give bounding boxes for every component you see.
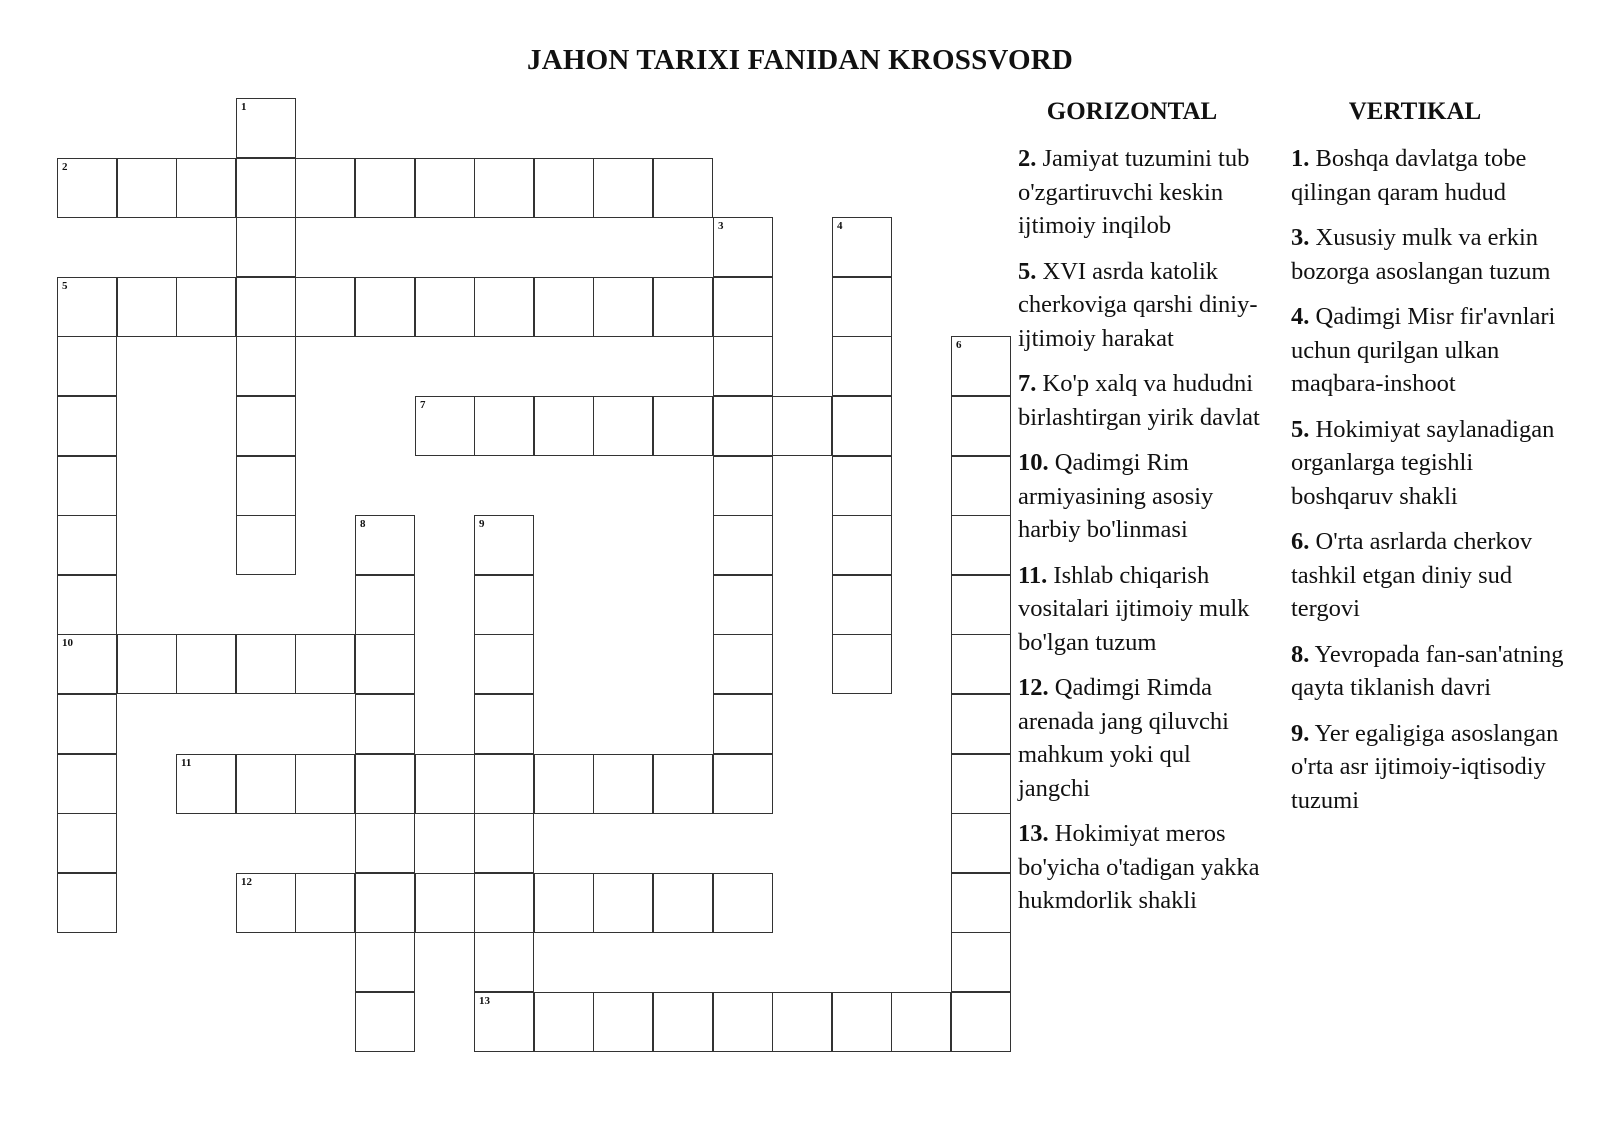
grid-cell[interactable] <box>295 158 355 218</box>
grid-cell[interactable] <box>713 515 773 575</box>
grid-cell[interactable] <box>355 754 415 814</box>
down-clue <box>1291 221 1569 288</box>
grid-cell[interactable] <box>415 396 475 456</box>
grid-cell[interactable] <box>57 873 117 933</box>
clue-number: 4 <box>837 220 843 232</box>
clue-num: 10. <box>1018 449 1049 476</box>
down-clue <box>1291 300 1569 401</box>
grid-cell[interactable] <box>295 754 355 814</box>
grid-cell[interactable] <box>236 634 296 694</box>
grid-cell[interactable] <box>653 158 713 218</box>
grid-cell[interactable] <box>832 277 892 337</box>
grid-cell[interactable] <box>593 992 653 1052</box>
grid-cell[interactable] <box>653 754 713 814</box>
grid-cell[interactable] <box>236 336 296 396</box>
grid-cell[interactable] <box>951 575 1011 635</box>
grid-cell[interactable] <box>653 873 713 933</box>
grid-cell[interactable] <box>713 456 773 516</box>
grid-cell[interactable] <box>713 217 773 277</box>
grid-cell[interactable] <box>355 634 415 694</box>
grid-cell[interactable] <box>236 515 296 575</box>
clue-text: Yevropada fan-san'atning qayta tiklanish davri <box>1291 640 1564 701</box>
grid-cell[interactable] <box>593 277 653 337</box>
grid-cell[interactable] <box>713 575 773 635</box>
grid-cell[interactable] <box>117 277 177 337</box>
grid-cell[interactable] <box>176 634 236 694</box>
grid-cell[interactable] <box>474 873 534 933</box>
grid-cell[interactable] <box>593 754 653 814</box>
clue-number: 13 <box>479 995 490 1007</box>
grid-cell[interactable] <box>236 98 296 158</box>
clue-number: 7 <box>420 399 426 411</box>
grid-cell[interactable] <box>713 396 773 456</box>
grid-cell[interactable] <box>713 992 773 1052</box>
across-clue <box>1018 367 1266 434</box>
grid-cell[interactable] <box>57 694 117 754</box>
grid-cell[interactable] <box>295 873 355 933</box>
grid-cell[interactable] <box>474 694 534 754</box>
clue-text: Qadimgi Rimda arenada jang qiluvchi mahkum yoki qul jangchi <box>1018 674 1229 802</box>
clue-number: 5 <box>62 280 68 292</box>
clue-number: 11 <box>181 757 192 769</box>
grid-cell[interactable] <box>951 634 1011 694</box>
grid-cell[interactable] <box>772 992 832 1052</box>
across-heading: GORIZONTAL <box>1046 98 1218 125</box>
grid-cell[interactable] <box>832 217 892 277</box>
grid-cell[interactable] <box>653 277 713 337</box>
grid-cell[interactable] <box>474 754 534 814</box>
grid-cell[interactable] <box>57 575 117 635</box>
clue-num: 8. <box>1291 640 1310 668</box>
grid-cell[interactable] <box>236 456 296 516</box>
grid-cell[interactable] <box>474 813 534 873</box>
clue-number: 6 <box>956 339 962 351</box>
grid-cell[interactable] <box>713 277 773 337</box>
grid-cell[interactable] <box>355 277 415 337</box>
grid-cell[interactable] <box>474 158 534 218</box>
grid-cell[interactable] <box>57 634 117 694</box>
grid-cell[interactable] <box>236 396 296 456</box>
grid-cell[interactable] <box>593 396 653 456</box>
grid-cell[interactable] <box>653 992 713 1052</box>
grid-cell[interactable] <box>176 158 236 218</box>
clue-num: 9. <box>1291 719 1310 747</box>
clue-number: 9 <box>479 518 485 530</box>
down-clue <box>1291 717 1569 818</box>
grid-cell[interactable] <box>534 992 594 1052</box>
grid-cell[interactable] <box>951 515 1011 575</box>
clue-number: 3 <box>718 220 724 232</box>
grid-cell[interactable] <box>236 873 296 933</box>
grid-cell[interactable] <box>772 396 832 456</box>
grid-cell[interactable] <box>176 754 236 814</box>
grid-cell[interactable] <box>474 634 534 694</box>
grid-cell[interactable] <box>57 456 117 516</box>
grid-cell[interactable] <box>474 515 534 575</box>
clue-text: Yer egaligiga asoslangan o'rta asr ijtimoiy-iqtisodiy tuzumi <box>1291 719 1559 814</box>
clue-text: Hokimiyat meros bo'yicha o'tadigan yakka hukmdorlik shakli <box>1018 820 1260 914</box>
grid-cell[interactable] <box>713 694 773 754</box>
grid-cell[interactable] <box>951 754 1011 814</box>
clue-number: 10 <box>62 637 73 649</box>
clue-num: 7. <box>1018 370 1037 397</box>
grid-cell[interactable] <box>474 575 534 635</box>
grid-cell[interactable] <box>951 813 1011 873</box>
grid-cell[interactable] <box>593 873 653 933</box>
clue-text: Jamiyat tuzumini tub o'zgartiruvchi keskin ijtimoiy inqilob <box>1018 145 1250 239</box>
grid-cell[interactable] <box>176 277 236 337</box>
clue-text: Boshqa davlatga tobe qilingan qaram hudud <box>1291 145 1527 206</box>
clue-text: Ishlab chiqarish vositalari ijtimoiy mulk bo'lgan tuzum <box>1018 561 1250 656</box>
grid-cell[interactable] <box>355 515 415 575</box>
grid-cell[interactable] <box>534 158 594 218</box>
grid-cell[interactable] <box>236 158 296 218</box>
grid-cell[interactable] <box>951 694 1011 754</box>
clue-text: O'rta asrlarda cherkov tashkil etgan diniy sud tergovi <box>1291 528 1533 622</box>
grid-cell[interactable] <box>474 932 534 992</box>
down-clue <box>1291 142 1569 209</box>
clue-text: Ko'p xalq va hududni birlashtirgan yirik davlat <box>1018 370 1260 431</box>
grid-cell[interactable] <box>415 277 475 337</box>
grid-cell[interactable] <box>355 158 415 218</box>
clue-number: 2 <box>62 161 68 173</box>
grid-cell[interactable] <box>832 336 892 396</box>
clue-num: 2. <box>1018 145 1037 172</box>
clue-text: Qadimgi Rim armiyasining asosiy harbiy bo'linmasi <box>1018 449 1214 543</box>
grid-cell[interactable] <box>474 992 534 1052</box>
grid-cell[interactable] <box>295 277 355 337</box>
across-clue <box>1018 817 1266 918</box>
clue-number: 1 <box>241 101 247 113</box>
grid-cell[interactable] <box>415 754 475 814</box>
grid-cell[interactable] <box>355 575 415 635</box>
grid-cell[interactable] <box>832 575 892 635</box>
grid-cell[interactable] <box>57 158 117 218</box>
clue-number: 12 <box>241 876 252 888</box>
grid-cell[interactable] <box>951 456 1011 516</box>
grid-cell[interactable] <box>236 217 296 277</box>
grid-cell[interactable] <box>57 336 117 396</box>
across-clue-list <box>1018 142 1266 930</box>
grid-cell[interactable] <box>474 277 534 337</box>
clue-num: 5. <box>1291 415 1310 443</box>
grid-cell[interactable] <box>534 873 594 933</box>
grid-cell[interactable] <box>57 396 117 456</box>
grid-cell[interactable] <box>832 634 892 694</box>
grid-cell[interactable] <box>236 277 296 337</box>
clue-text: XVI asrda katolik cherkoviga qarshi diniy-ijtimoiy harakat <box>1018 257 1258 352</box>
grid-cell[interactable] <box>593 158 653 218</box>
clue-text: Hokimiyat saylanadigan organlarga tegishli boshqaruv shakli <box>1291 415 1555 510</box>
grid-cell[interactable] <box>534 754 594 814</box>
grid-cell[interactable] <box>713 754 773 814</box>
grid-cell[interactable] <box>355 932 415 992</box>
clue-num: 5. <box>1018 257 1037 285</box>
grid-cell[interactable] <box>534 277 594 337</box>
clue-num: 1. <box>1291 145 1310 172</box>
grid-cell[interactable] <box>653 396 713 456</box>
clue-text: Qadimgi Misr fir'avnlari uchun qurilgan ulkan maqbara-inshoot <box>1291 303 1556 397</box>
grid-cell[interactable] <box>57 813 117 873</box>
grid-cell[interactable] <box>951 396 1011 456</box>
grid-cell[interactable] <box>57 754 117 814</box>
grid-cell[interactable] <box>57 515 117 575</box>
grid-cell[interactable] <box>236 754 296 814</box>
grid-cell[interactable] <box>355 813 415 873</box>
clue-num: 12. <box>1018 674 1049 701</box>
grid-cell[interactable] <box>713 336 773 396</box>
down-clue <box>1291 413 1569 514</box>
across-clue <box>1018 142 1266 243</box>
clue-num: 13. <box>1018 820 1049 847</box>
clue-num: 11. <box>1018 561 1048 589</box>
grid-cell[interactable] <box>951 336 1011 396</box>
clue-num: 3. <box>1291 224 1310 251</box>
grid-cell[interactable] <box>713 873 773 933</box>
grid-cell[interactable] <box>415 158 475 218</box>
grid-cell[interactable] <box>117 158 177 218</box>
grid-cell[interactable] <box>355 873 415 933</box>
grid-cell[interactable] <box>951 932 1011 992</box>
grid-cell[interactable] <box>474 396 534 456</box>
down-heading: VERTIKAL <box>1348 98 1482 125</box>
grid-cell[interactable] <box>832 992 892 1052</box>
across-clue <box>1018 671 1266 805</box>
grid-cell[interactable] <box>713 634 773 694</box>
clue-number: 8 <box>360 518 366 530</box>
across-clue <box>1018 559 1266 660</box>
page-title: JAHON TARIXI FANIDAN KROSSVORD <box>527 44 1073 76</box>
across-clue <box>1018 255 1266 356</box>
clue-num: 4. <box>1291 303 1310 330</box>
across-clue <box>1018 446 1266 547</box>
grid-cell[interactable] <box>891 992 951 1052</box>
down-clue <box>1291 525 1569 626</box>
clue-text: Xususiy mulk va erkin bozorga asoslangan tuzum <box>1291 224 1551 285</box>
grid-cell[interactable] <box>832 456 892 516</box>
grid-cell[interactable] <box>534 396 594 456</box>
grid-cell[interactable] <box>355 992 415 1052</box>
down-clue-list <box>1291 142 1569 829</box>
grid-cell[interactable] <box>951 873 1011 933</box>
grid-cell[interactable] <box>415 873 475 933</box>
clue-num: 6. <box>1291 528 1310 555</box>
grid-cell[interactable] <box>832 396 892 456</box>
grid-cell[interactable] <box>57 277 117 337</box>
grid-cell[interactable] <box>951 992 1011 1052</box>
grid-cell[interactable] <box>117 634 177 694</box>
grid-cell[interactable] <box>295 634 355 694</box>
down-clue <box>1291 638 1569 705</box>
grid-cell[interactable] <box>832 515 892 575</box>
grid-cell[interactable] <box>355 694 415 754</box>
